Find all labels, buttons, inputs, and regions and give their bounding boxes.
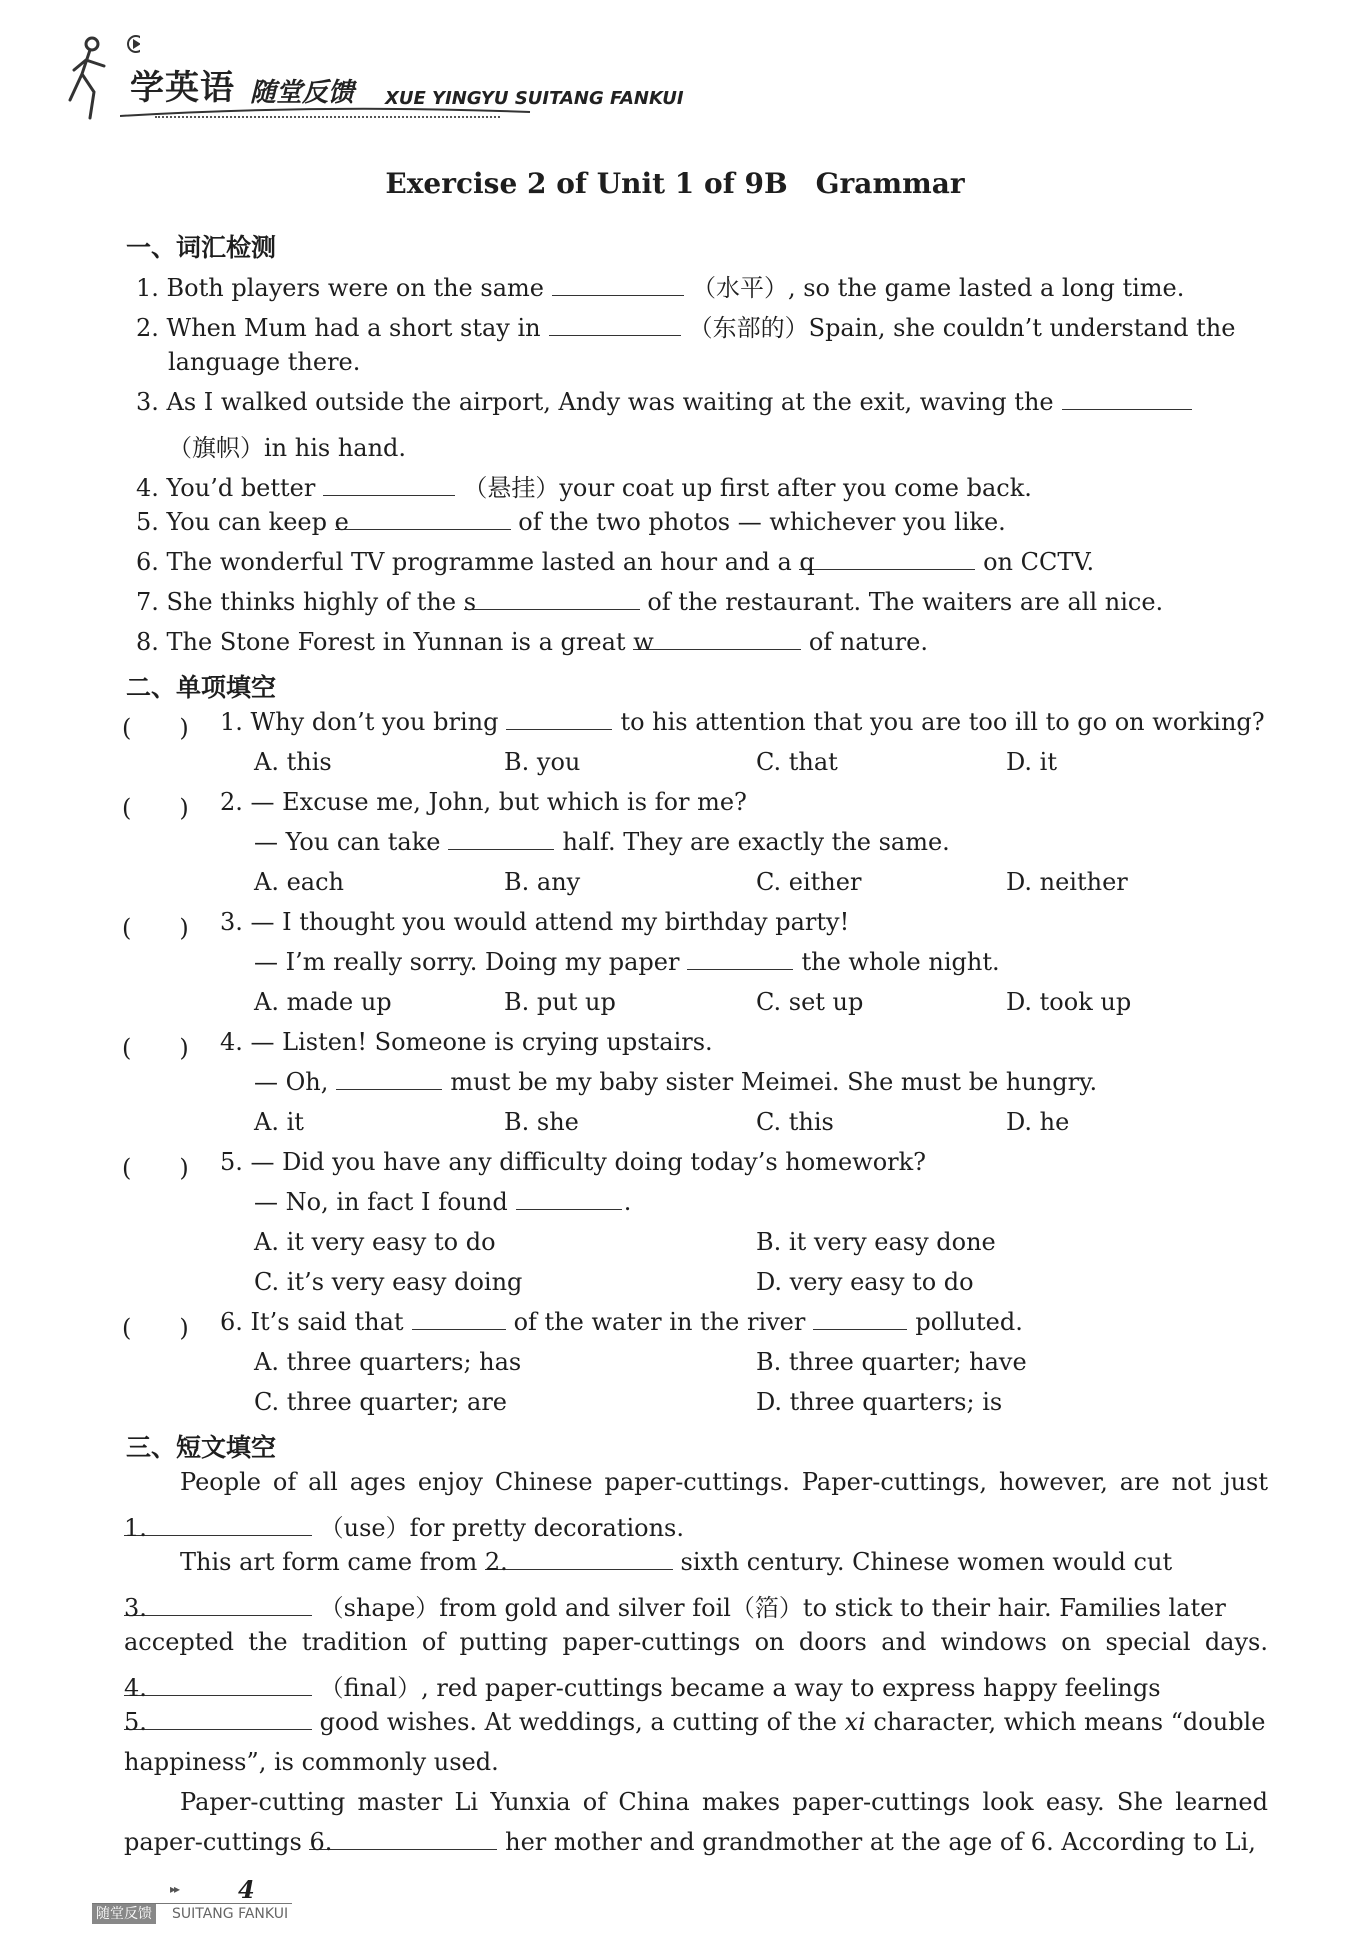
option-b[interactable]: B. three quarter; have xyxy=(756,1348,1027,1376)
question-5: 5. — Did you have any difficulty doing today’s homework? xyxy=(220,1148,927,1176)
passage-line: Paper-cutting master Li Yunxia of China makes paper-cuttings look easy. She learned xyxy=(180,1788,1268,1816)
answer-blank[interactable]: q xyxy=(799,548,975,570)
vocab-item-3: 3. As I walked outside the airport, Andy was waiting at the exit, waving the xyxy=(136,388,1200,416)
vocab-item-8: 8. The Stone Forest in Yunnan is a great w of nature. xyxy=(136,628,928,656)
passage-line: happiness”, is commonly used. xyxy=(124,1748,499,1776)
swoosh-decoration xyxy=(120,102,540,122)
vocab-item-5: 5. You can keep e of the two photos — whichever you like. xyxy=(136,508,1006,536)
question-6: 6. It’s said that of the water in the river polluted. xyxy=(220,1308,1023,1336)
question-5-reply: — No, in fact I found . xyxy=(254,1188,632,1216)
vocab-item-3-cont: （旗帜）in his hand. xyxy=(168,434,407,462)
option-d[interactable]: D. it xyxy=(1006,748,1057,776)
passage-line: 4. （final）, red paper-cuttings became a way to express happy feelings xyxy=(124,1674,1161,1702)
answer-bracket[interactable]: ( ) xyxy=(122,714,189,742)
option-a[interactable]: A. it xyxy=(254,1108,304,1136)
option-a[interactable]: A. this xyxy=(254,748,332,776)
answer-bracket[interactable]: ( ) xyxy=(122,914,189,942)
answer-blank xyxy=(336,1068,442,1090)
answer-blank-6[interactable]: 6. xyxy=(309,1828,497,1850)
answer-blank[interactable] xyxy=(1062,388,1192,410)
answer-blank xyxy=(687,948,793,970)
option-c[interactable]: C. set up xyxy=(756,988,864,1016)
header-divider xyxy=(155,116,500,118)
vocab-item-2: 2. When Mum had a short stay in （东部的）Spain, she couldn’t understand the xyxy=(136,314,1236,342)
question-3: 3. — I thought you would attend my birthday party! xyxy=(220,908,850,936)
question-4-reply: — Oh, must be my baby sister Meimei. She must be hungry. xyxy=(254,1068,1098,1096)
answer-blank-2[interactable]: 2. xyxy=(485,1548,673,1570)
answer-blank[interactable]: e xyxy=(335,508,511,530)
passage-line: 1. （use）for pretty decorations. xyxy=(124,1514,684,1542)
passage-line: This art form came from 2. sixth century. Chinese women would cut xyxy=(180,1548,1173,1576)
question-4: 4. — Listen! Someone is crying upstairs. xyxy=(220,1028,713,1056)
answer-blank xyxy=(813,1308,907,1330)
option-a[interactable]: A. each xyxy=(254,868,344,896)
option-b[interactable]: B. you xyxy=(504,748,581,776)
question-2-reply: — You can take half. They are exactly the same. xyxy=(254,828,950,856)
question-2: 2. — Excuse me, John, but which is for me? xyxy=(220,788,747,816)
header xyxy=(60,30,700,130)
answer-blank xyxy=(506,708,612,730)
answer-blank[interactable]: s xyxy=(464,588,640,610)
vocab-item-2-cont: language there. xyxy=(168,348,361,376)
option-a[interactable]: A. three quarters; has xyxy=(254,1348,522,1376)
section1-heading: 一、词汇检测 xyxy=(126,233,277,262)
section3-heading: 三、短文填空 xyxy=(126,1433,277,1462)
arrow-icon: ▸▸ xyxy=(170,1882,179,1896)
passage-line: 5. good wishes. At weddings, a cutting of the xi character, which means “double xyxy=(124,1708,1266,1736)
page-title: Exercise 2 of Unit 1 of 9B Grammar xyxy=(385,167,965,200)
passage-line: paper-cuttings 6. her mother and grandmother at the age of 6. According to Li, xyxy=(124,1828,1256,1856)
brand-subtitle: 随堂反馈 xyxy=(250,78,355,108)
option-c[interactable]: C. either xyxy=(756,868,862,896)
answer-blank[interactable] xyxy=(323,474,455,496)
passage-line: People of all ages enjoy Chinese paper-cuttings. Paper-cuttings, however, are not just xyxy=(180,1468,1268,1496)
option-d[interactable]: D. very easy to do xyxy=(756,1268,974,1296)
question-3-reply: — I’m really sorry. Doing my paper the whole night. xyxy=(254,948,1000,976)
passage-line: accepted the tradition of putting paper-cuttings on doors and windows on special days. xyxy=(124,1628,1268,1656)
brand-pinyin: XUE YINGYU SUITANG FANKUI xyxy=(385,88,684,109)
option-b[interactable]: B. any xyxy=(504,868,581,896)
option-d[interactable]: D. he xyxy=(1006,1108,1070,1136)
answer-bracket[interactable]: ( ) xyxy=(122,1034,189,1062)
vocab-item-4: 4. You’d better （悬挂）your coat up first after you come back. xyxy=(136,474,1032,502)
option-c[interactable]: C. it’s very easy doing xyxy=(254,1268,523,1296)
answer-blank xyxy=(448,828,554,850)
answer-blank-5[interactable]: 5. xyxy=(124,1708,312,1730)
option-b[interactable]: B. put up xyxy=(504,988,616,1016)
vocab-item-1: 1. Both players were on the same （水平）, so the game lasted a long time. xyxy=(136,274,1185,302)
answer-bracket[interactable]: ( ) xyxy=(122,1154,189,1182)
question-1: 1. Why don’t you bring to his attention that you are too ill to go on working? xyxy=(220,708,1265,736)
brand-title: 学英语 xyxy=(130,68,235,108)
option-c[interactable]: C. that xyxy=(756,748,838,776)
option-c[interactable]: C. this xyxy=(756,1108,834,1136)
footer-label: SUITANG FANKUI xyxy=(172,1906,289,1922)
option-a[interactable]: A. it very easy to do xyxy=(254,1228,496,1256)
footer-badge: 随堂反馈 xyxy=(92,1904,156,1924)
section2-heading: 二、单项填空 xyxy=(126,673,277,702)
option-d[interactable]: D. three quarters; is xyxy=(756,1388,1003,1416)
answer-blank[interactable] xyxy=(552,274,684,296)
option-d[interactable]: D. took up xyxy=(1006,988,1132,1016)
option-c[interactable]: C. three quarter; are xyxy=(254,1388,507,1416)
option-b[interactable]: B. she xyxy=(504,1108,579,1136)
answer-blank-1[interactable]: 1. xyxy=(124,1514,312,1536)
option-d[interactable]: D. neither xyxy=(1006,868,1128,896)
answer-blank xyxy=(516,1188,622,1210)
passage-line: 3. （shape）from gold and silver foil（箔）to stick to their hair. Families later xyxy=(124,1594,1226,1622)
answer-blank-3[interactable]: 3. xyxy=(124,1594,312,1616)
answer-blank[interactable]: w xyxy=(633,628,801,650)
vocab-item-6: 6. The wonderful TV programme lasted an hour and a q on CCTV. xyxy=(136,548,1095,576)
answer-bracket[interactable]: ( ) xyxy=(122,1314,189,1342)
answer-blank-4[interactable]: 4. xyxy=(124,1674,312,1696)
answer-bracket[interactable]: ( ) xyxy=(122,794,189,822)
option-b[interactable]: B. it very easy done xyxy=(756,1228,996,1256)
answer-blank[interactable] xyxy=(549,314,681,336)
page-number: 4 xyxy=(238,1875,255,1904)
answer-blank xyxy=(412,1308,506,1330)
option-a[interactable]: A. made up xyxy=(254,988,392,1016)
vocab-item-7: 7. She thinks highly of the s of the restaurant. The waiters are all nice. xyxy=(136,588,1164,616)
